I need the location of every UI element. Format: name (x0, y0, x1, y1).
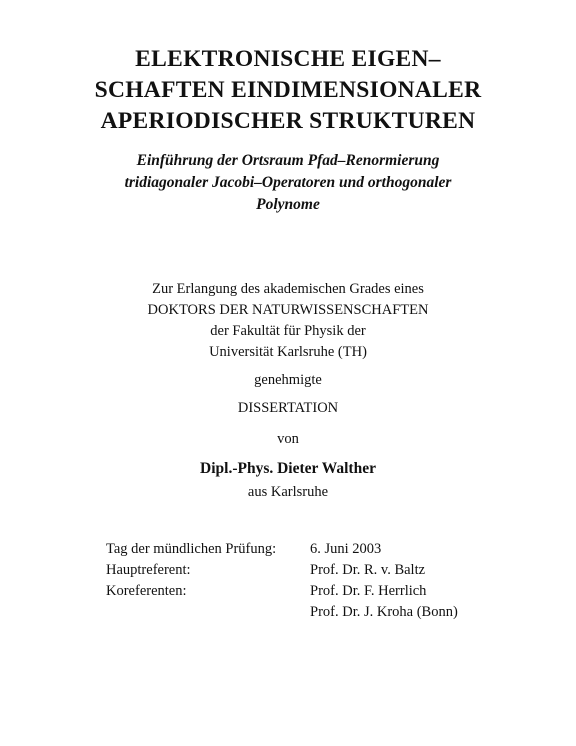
title-line-2: SCHAFTEN EINDIMENSIONALER (94, 77, 482, 103)
info-value: Prof. Dr. F. Herrlich (310, 583, 427, 599)
subtitle-line-3: Polynome (256, 196, 320, 213)
subtitle-line-2: tridiagonaler Jacobi–Operatoren und orthogonaler (124, 174, 452, 191)
info-row-co-referee-1 (106, 581, 458, 602)
info-label: Tag der mündlichen Prüfung: (106, 541, 277, 557)
info-value: Prof. Dr. J. Kroha (Bonn) (310, 604, 458, 620)
info-value: 6. Juni 2003 (310, 541, 382, 557)
info-label: Koreferenten: (106, 583, 187, 599)
subtitle-line-1: Einführung der Ortsraum Pfad–Renormierung (136, 152, 440, 169)
info-row-exam-date (106, 539, 458, 560)
dissertation-subtitle (0, 150, 576, 216)
dissertation-title (0, 44, 576, 137)
title-line-1: ELEKTRONISCHE EIGEN– (135, 46, 441, 72)
degree-line-3: der Fakultät für Physik der (210, 323, 366, 339)
by-label: von (277, 431, 299, 447)
info-label (106, 602, 310, 623)
document-type: DISSERTATION (237, 400, 339, 416)
title-line-3: APERIODISCHER STRUKTUREN (100, 108, 476, 134)
degree-line-2: DOKTORS DER NATURWISSENSCHAFTEN (147, 302, 429, 318)
info-row-co-referee-2 (106, 602, 458, 623)
approved-label: genehmigte (254, 372, 322, 388)
examination-info (106, 539, 458, 623)
info-row-main-referee (106, 560, 458, 581)
info-value: Prof. Dr. R. v. Baltz (310, 562, 426, 578)
degree-statement (0, 279, 576, 363)
degree-line-1: Zur Erlangung des akademischen Grades eines (152, 281, 424, 297)
author-origin: aus Karlsruhe (247, 484, 329, 500)
degree-line-4: Universität Karlsruhe (TH) (209, 344, 367, 360)
info-label: Hauptreferent: (106, 562, 191, 578)
author-name: Dipl.-Phys. Dieter Walther (200, 460, 376, 477)
